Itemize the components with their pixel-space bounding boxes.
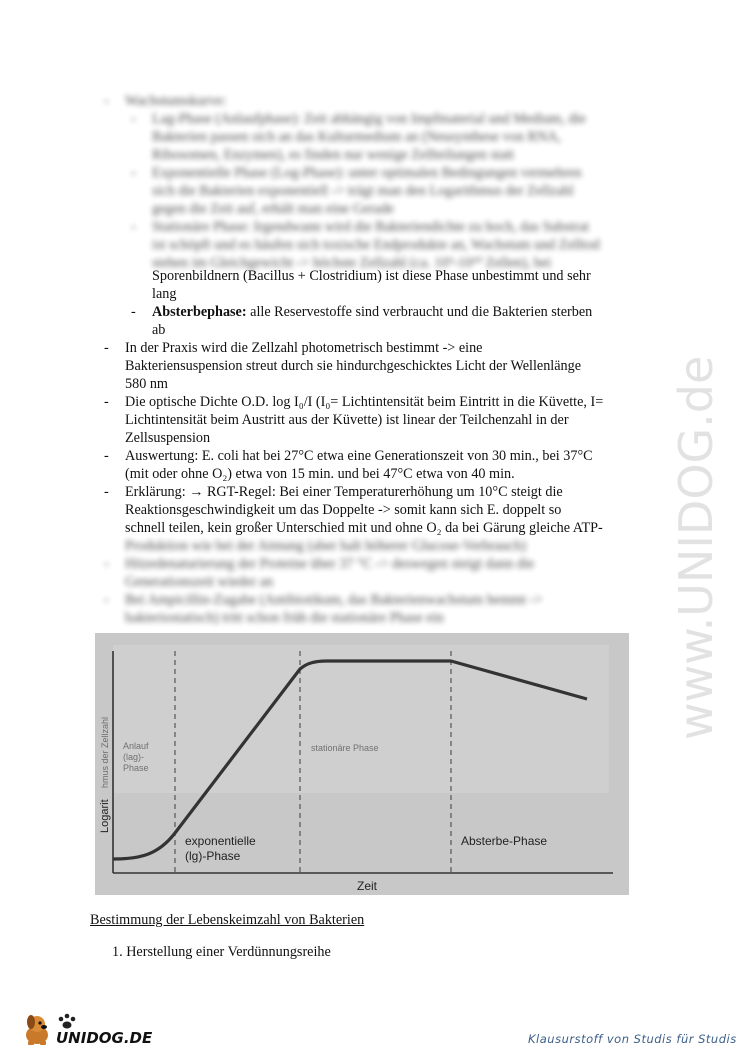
text-line: schnell teilen, kein großer Unterschied mit und ohne O₂ da bei Gärung gleiche ATP-: [125, 520, 603, 536]
text-span: alle Reservestoffe sind verbraucht und die Bakterien sterben: [246, 304, 593, 320]
term-absterbephase: Absterbephase:: [152, 304, 247, 320]
lag-label-line: (lag)-: [123, 752, 145, 762]
text-line: Sporenbildnern (Bacillus + Clostridium) ist diese Phase unbestimmt und sehr: [152, 268, 591, 284]
blurred-line: Lag-Phase (Anlaufphase): Zeit abhängig von Impfmaterial und Medium, die: [152, 111, 586, 127]
blurred-line: Bei Ampicillin-Zugabe (Antibiotikum, das Bakterienwachstum hemmt ->: [125, 592, 543, 608]
text-line: (mit oder ohne O₂) etwa von 15 min. und bei 47°C etwa von 40 min.: [125, 466, 515, 482]
text-line: Erklärung: → RGT-Regel: Bei einer Temperaturerhöhung um 10°C steigt die: [125, 484, 563, 500]
text-line: Bakteriensuspension streut durch sie hindurchgeschicktes Licht der Wellenlänge: [125, 358, 582, 374]
text-line: ab: [152, 322, 166, 338]
footer-tagline: Klausurstoff von Studis für Studis: [528, 1032, 737, 1046]
exp-phase-label-line1: exponentielle: [185, 834, 256, 848]
growth-curve-figure: [95, 633, 629, 895]
blurred-upper-area: [113, 645, 609, 793]
bullet-dash: -: [104, 556, 109, 572]
blurred-line: Ribosomen, Enzymen), es finden nur wenige Zellteilungen statt: [152, 147, 515, 163]
text-line: Die optische Dichte O.D. log I₀/I (I₀= Lichtintensität beim Eintritt in die Küvette, I=: [125, 394, 604, 410]
text-line: Auswertung: E. coli hat bei 27°C etwa eine Generationszeit von 30 min., bei 37°C: [125, 448, 593, 464]
watermark-text: www.UNIDOG.de: [669, 355, 723, 740]
blurred-line: Hitzedenaturierung der Proteine über 37 °C -> deswegen steigt dann die: [125, 556, 535, 572]
bullet-dash: -: [104, 484, 109, 500]
bullet-dash: -: [131, 111, 136, 127]
y-axis-label-visible: Logarit: [99, 799, 111, 833]
bullet-dash: -: [104, 340, 109, 356]
text-line: lang: [152, 286, 177, 302]
blurred-line: Exponentielle Phase (Log-Phase): unter optimalen Bedingungen vermehren: [152, 165, 582, 181]
blurred-line: sich die Bakterien exponentiell -> trägt man den Logarithmus der Zellzahl: [152, 183, 574, 199]
unidog-logo: [20, 1010, 160, 1048]
lag-label-line: Phase: [123, 763, 149, 773]
blurred-line: Bakterien passen sich an das Kulturmedium an (Neusynthese von RNA,: [152, 129, 561, 145]
blurred-line: Produktion wie bei der Atmung (aber halt höherer Glucose-Verbrauch): [125, 538, 527, 554]
bullet-dash: -: [131, 165, 136, 181]
text-line: Lichtintensität beim Austritt aus der Küvette) ist linear der Teilchenzahl in der: [125, 412, 569, 428]
blurred-line: stehen im Gleichgewicht -> höchste Zellzahl (ca. 10⁹-10¹⁰ Zellen), bei: [152, 255, 552, 271]
blurred-line: Wachstumskurve:: [125, 93, 227, 109]
text-line: [152, 303, 592, 321]
paw-icon: [59, 1014, 76, 1029]
x-axis-label: Zeit: [357, 879, 378, 893]
text-line: In der Praxis wird die Zellzahl photometrisch bestimmt -> eine: [125, 340, 483, 356]
blurred-line: Generationszeit wieder an: [125, 574, 274, 590]
bullet-dash: -: [104, 394, 109, 410]
bullet-dash: -: [104, 448, 109, 464]
blurred-line: bakteriostatisch) tritt schon früh die stationäre Phase ein: [125, 610, 444, 626]
y-axis-label-blurred: hmus der Zellzahl: [100, 716, 110, 788]
bullet-dash: -: [131, 304, 136, 320]
section-title: Bestimmung der Lebenskeimzahl von Bakterien: [90, 912, 365, 928]
logo-text: UNIDOG.DE: [56, 1029, 153, 1047]
bullet-dash: -: [104, 592, 109, 608]
exp-phase-label-line2: (lg)-Phase: [185, 849, 241, 863]
lag-label-line: Anlauf: [123, 741, 149, 751]
dog-icon: [26, 1015, 48, 1045]
death-phase-label: Absterbe-Phase: [461, 834, 548, 848]
stationary-phase-label: stationäre Phase: [311, 743, 379, 753]
text-line: Reaktionsgeschwindigkeit um das Doppelte -> somit kann sich E. doppelt so: [125, 502, 562, 518]
blurred-line: ist schöpft und es häufen sich toxische Endprodukte an, Wachstum und Zelltod: [152, 237, 600, 253]
watermark-unidog: [650, 270, 740, 750]
text-line: Zellsuspension: [125, 430, 211, 446]
bullet-dash: -: [104, 93, 109, 109]
bullet-dash: -: [131, 219, 136, 235]
blurred-line: Stationäre Phase: Irgendwann wird die Bakteriendichte zu hoch, das Substrat: [152, 219, 590, 235]
blurred-line: gegen die Zeit auf, erhält man eine Gerade: [152, 201, 394, 217]
step-item: 1. Herstellung einer Verdünnungsreihe: [112, 944, 331, 960]
text-line: 580 nm: [125, 376, 168, 392]
